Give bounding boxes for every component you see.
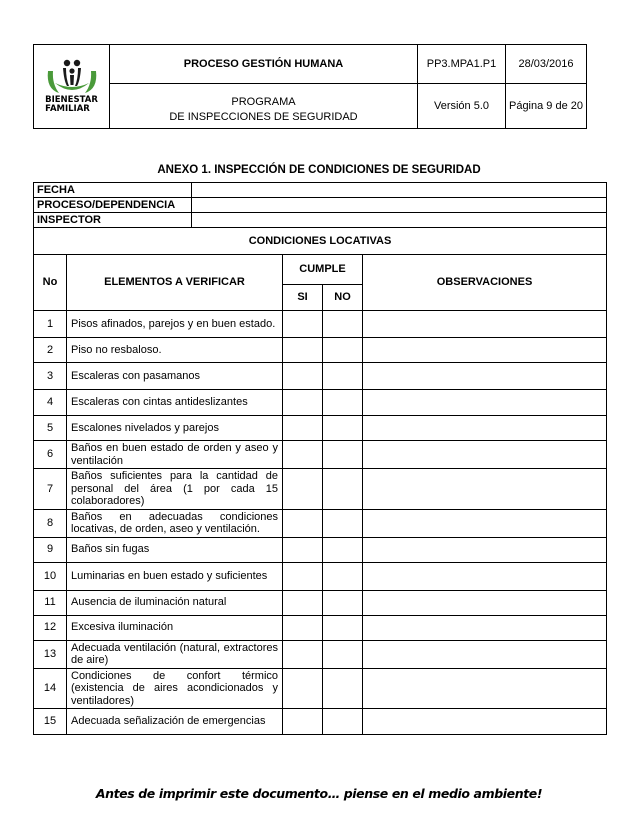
observaciones-cell[interactable]	[363, 363, 607, 390]
item-description: Baños en buen estado de orden y aseo y ventilación	[67, 441, 283, 469]
item-number: 10	[34, 562, 67, 590]
observaciones-cell[interactable]	[363, 640, 607, 668]
fecha-row	[34, 183, 607, 198]
document-date: 28/03/2016	[506, 45, 587, 84]
document-version: Versión 5.0	[418, 84, 506, 129]
table-row	[34, 709, 607, 735]
no-checkbox-cell[interactable]	[323, 709, 363, 735]
proceso-field[interactable]	[192, 198, 607, 213]
item-description: Piso no resbaloso.	[67, 338, 283, 363]
table-row	[34, 537, 607, 562]
item-number: 1	[34, 311, 67, 338]
si-checkbox-cell[interactable]	[283, 469, 323, 510]
item-description: Baños en adecuadas condiciones locativas, de orden, aseo y ventilación.	[67, 509, 283, 537]
item-description: Condiciones de confort térmico (existencia de aires acondicionados y ventiladores)	[67, 668, 283, 709]
proceso-label: PROCESO/DEPENDENCIA	[34, 198, 192, 213]
si-checkbox-cell[interactable]	[283, 640, 323, 668]
col-header-no-answer: NO	[323, 285, 363, 311]
item-description: Baños suficientes para la cantidad de personal del área (1 por cada 15 colaboradores)	[67, 469, 283, 510]
inspector-row	[34, 213, 607, 228]
item-description: Adecuada señalización de emergencias	[67, 709, 283, 735]
no-checkbox-cell[interactable]	[323, 441, 363, 469]
item-number: 12	[34, 615, 67, 640]
item-number: 6	[34, 441, 67, 469]
inspector-label: INSPECTOR	[34, 213, 192, 228]
si-checkbox-cell[interactable]	[283, 338, 323, 363]
si-checkbox-cell[interactable]	[283, 537, 323, 562]
no-checkbox-cell[interactable]	[323, 311, 363, 338]
item-number: 14	[34, 668, 67, 709]
table-row	[34, 509, 607, 537]
program-line-1: PROGRAMA	[231, 96, 296, 108]
item-description: Excesiva iluminación	[67, 615, 283, 640]
si-checkbox-cell[interactable]	[283, 668, 323, 709]
no-checkbox-cell[interactable]	[323, 469, 363, 510]
item-description: Escaleras con cintas antideslizantes	[67, 390, 283, 416]
table-row	[34, 441, 607, 469]
item-description: Luminarias en buen estado y suficientes	[67, 562, 283, 590]
fecha-label: FECHA	[34, 183, 192, 198]
no-checkbox-cell[interactable]	[323, 509, 363, 537]
item-number: 7	[34, 469, 67, 510]
page-number: Página 9 de 20	[506, 84, 587, 129]
inspector-field[interactable]	[192, 213, 607, 228]
si-checkbox-cell[interactable]	[283, 416, 323, 441]
item-description: Pisos afinados, parejos y en buen estado.	[67, 311, 283, 338]
table-row	[34, 390, 607, 416]
fecha-field[interactable]	[192, 183, 607, 198]
item-number: 8	[34, 509, 67, 537]
environment-footer-note: Antes de imprimir este documento… piense en el medio ambiente!	[95, 786, 543, 801]
si-checkbox-cell[interactable]	[283, 390, 323, 416]
document-code: PP3.MPA1.P1	[418, 45, 506, 84]
observaciones-cell[interactable]	[363, 562, 607, 590]
logo-line-2: FAMILIAR	[45, 104, 90, 114]
section-title: CONDICIONES LOCATIVAS	[34, 228, 607, 255]
logo-text	[45, 96, 98, 114]
no-checkbox-cell[interactable]	[323, 363, 363, 390]
item-description: Baños sin fugas	[67, 537, 283, 562]
proceso-row	[34, 198, 607, 213]
document-header	[33, 44, 587, 129]
no-checkbox-cell[interactable]	[323, 640, 363, 668]
si-checkbox-cell[interactable]	[283, 615, 323, 640]
si-checkbox-cell[interactable]	[283, 311, 323, 338]
col-header-cumple: CUMPLE	[283, 255, 363, 285]
si-checkbox-cell[interactable]	[283, 441, 323, 469]
observaciones-cell[interactable]	[363, 390, 607, 416]
si-checkbox-cell[interactable]	[283, 590, 323, 615]
item-number: 5	[34, 416, 67, 441]
item-number: 3	[34, 363, 67, 390]
item-number: 13	[34, 640, 67, 668]
col-header-no: No	[34, 255, 67, 311]
no-checkbox-cell[interactable]	[323, 338, 363, 363]
item-number: 2	[34, 338, 67, 363]
observaciones-cell[interactable]	[363, 441, 607, 469]
si-checkbox-cell[interactable]	[283, 562, 323, 590]
no-checkbox-cell[interactable]	[323, 390, 363, 416]
observaciones-cell[interactable]	[363, 537, 607, 562]
process-name: PROCESO GESTIÓN HUMANA	[110, 45, 418, 84]
table-row	[34, 363, 607, 390]
table-row	[34, 311, 607, 338]
section-row	[34, 228, 607, 255]
table-row	[34, 668, 607, 709]
table-row	[34, 640, 607, 668]
table-row	[34, 416, 607, 441]
no-checkbox-cell[interactable]	[323, 537, 363, 562]
no-checkbox-cell[interactable]	[323, 562, 363, 590]
item-description: Escalones nivelados y parejos	[67, 416, 283, 441]
item-description: Adecuada ventilación (natural, extractores de aire)	[67, 640, 283, 668]
table-row	[34, 469, 607, 510]
observaciones-cell[interactable]	[363, 709, 607, 735]
col-header-observaciones: OBSERVACIONES	[363, 255, 607, 311]
observaciones-cell[interactable]	[363, 668, 607, 709]
item-number: 11	[34, 590, 67, 615]
annex-title: ANEXO 1. INSPECCIÓN DE CONDICIONES DE SEGURIDAD	[157, 164, 481, 176]
observaciones-cell[interactable]	[363, 590, 607, 615]
col-header-si: SI	[283, 285, 323, 311]
bienestar-familiar-logo-icon	[45, 59, 99, 95]
table-row	[34, 338, 607, 363]
item-description: Ausencia de iluminación natural	[67, 590, 283, 615]
observaciones-cell[interactable]	[363, 311, 607, 338]
item-number: 9	[34, 537, 67, 562]
table-row	[34, 590, 607, 615]
no-checkbox-cell[interactable]	[323, 416, 363, 441]
observaciones-cell[interactable]	[363, 469, 607, 510]
column-header-row	[34, 255, 607, 285]
no-checkbox-cell[interactable]	[323, 668, 363, 709]
item-description: Escaleras con pasamanos	[67, 363, 283, 390]
observaciones-cell[interactable]	[363, 615, 607, 640]
observaciones-cell[interactable]	[363, 338, 607, 363]
table-row	[34, 615, 607, 640]
program-line-2: DE INSPECCIONES DE SEGURIDAD	[169, 111, 358, 123]
si-checkbox-cell[interactable]	[283, 509, 323, 537]
no-checkbox-cell[interactable]	[323, 615, 363, 640]
item-number: 15	[34, 709, 67, 735]
logo-cell	[34, 45, 110, 129]
observaciones-cell[interactable]	[363, 416, 607, 441]
table-row	[34, 562, 607, 590]
si-checkbox-cell[interactable]	[283, 363, 323, 390]
observaciones-cell[interactable]	[363, 509, 607, 537]
si-checkbox-cell[interactable]	[283, 709, 323, 735]
no-checkbox-cell[interactable]	[323, 590, 363, 615]
col-header-elements: ELEMENTOS A VERIFICAR	[67, 255, 283, 311]
item-number: 4	[34, 390, 67, 416]
inspection-form-table	[33, 182, 607, 735]
program-title	[110, 84, 418, 129]
logo-line-1: BIENESTAR	[45, 95, 98, 105]
